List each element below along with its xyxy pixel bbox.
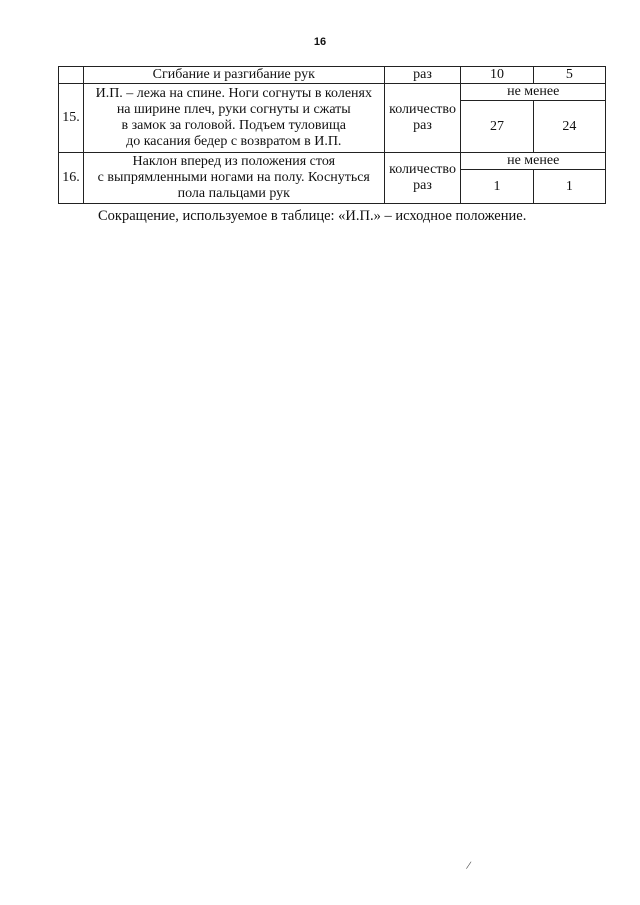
table-row	[59, 67, 606, 84]
value-cell-2: 5	[533, 67, 605, 84]
value-cell-1: 27	[461, 101, 533, 153]
description-line: с выпрямленными ногами на полу. Коснуться	[97, 170, 370, 185]
footnote: Сокращение, используемое в таблице: «И.П.» – исходное положение.	[98, 208, 527, 224]
description-line: пола пальцами рук	[177, 186, 290, 201]
page-number: 16	[313, 36, 327, 48]
margin-mark: /	[465, 857, 473, 873]
row-number: 16.	[59, 153, 84, 204]
row-number-cell	[59, 67, 84, 84]
threshold-label: не менее	[461, 153, 606, 170]
description-line: И.П. – лежа на спине. Ноги согнуты в коленях	[95, 86, 372, 101]
exercise-description	[83, 153, 384, 204]
norms-table	[58, 66, 606, 204]
description-line: на ширине плеч, руки согнуты и сжаты	[116, 102, 351, 117]
unit-label: количество	[389, 162, 456, 177]
table-row	[59, 153, 606, 170]
description-line: до касания бедер с возвратом в И.П.	[126, 134, 342, 149]
value-cell-2: 24	[533, 101, 605, 153]
value-cell-1: 10	[461, 67, 533, 84]
unit-cell: раз	[384, 67, 461, 84]
threshold-label: не менее	[461, 84, 606, 101]
unit-label: раз	[413, 118, 432, 133]
description-line: в замок за головой. Подъем туловища	[121, 118, 347, 133]
value-cell-2: 1	[533, 170, 605, 204]
exercise-description	[83, 84, 384, 153]
unit-label: количество	[389, 102, 456, 117]
exercise-description: Сгибание и разгибание рук	[83, 67, 384, 84]
unit-cell	[384, 153, 461, 204]
table-row	[59, 84, 606, 101]
unit-cell	[384, 84, 461, 153]
unit-label: раз	[413, 178, 432, 193]
row-number: 15.	[59, 84, 84, 153]
value-cell-1: 1	[461, 170, 533, 204]
description-line: Наклон вперед из положения стоя	[132, 154, 336, 169]
